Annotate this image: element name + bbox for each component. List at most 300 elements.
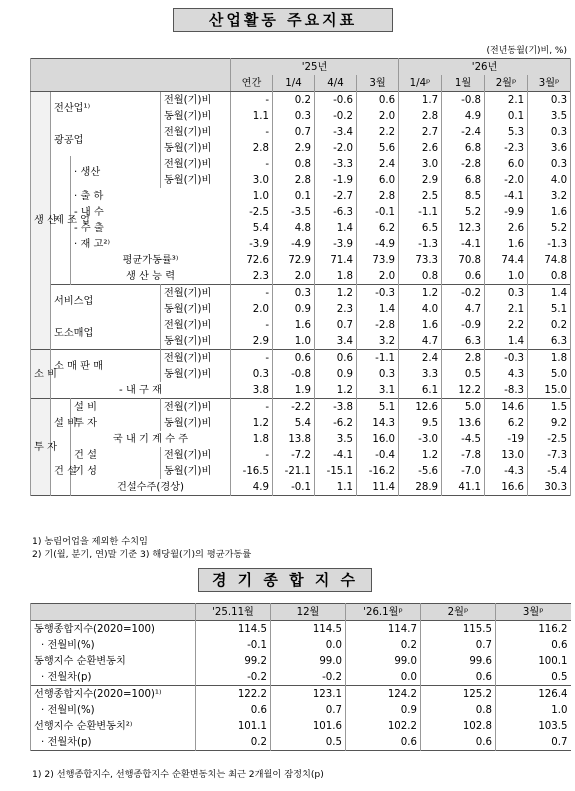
cell-value: 9.2	[528, 415, 571, 431]
table-row	[31, 718, 571, 734]
cell-value: 4.3	[485, 366, 528, 382]
row-label: 건설수주(경상)	[71, 479, 231, 496]
table-row	[31, 415, 571, 431]
cell-value: 99.0	[346, 653, 421, 669]
cell-value: 0.3	[231, 366, 273, 382]
cell-value: 0.5	[496, 669, 571, 686]
cell-value: -19	[485, 431, 528, 447]
cell-value: -1.3	[399, 236, 442, 252]
cell-value: -6.2	[315, 415, 357, 431]
cell-value: 2.6	[485, 220, 528, 236]
cell-value: 1.6	[528, 204, 571, 220]
cell-value: -	[231, 317, 273, 333]
consumption-group: 소 비	[31, 350, 51, 399]
cell-value: 1.6	[273, 317, 315, 333]
col-header: 연간	[231, 75, 273, 92]
cell-value: -3.0	[399, 431, 442, 447]
cell-value: 102.8	[421, 718, 496, 734]
cell-value: 74.4	[485, 252, 528, 268]
row-label: 소 매 판 매	[51, 350, 161, 383]
header-row-1	[31, 59, 571, 76]
cell-value: -1.9	[315, 172, 357, 188]
cell-value: -4.9	[273, 236, 315, 252]
table-row	[31, 702, 571, 718]
cell-value: 4.9	[231, 479, 273, 496]
table-row	[31, 188, 571, 204]
cell-value: 8.5	[442, 188, 485, 204]
cell-value: 13.0	[485, 447, 528, 463]
row-label: · 전월차(p)	[31, 669, 196, 686]
cell-value: -3.9	[231, 236, 273, 252]
cell-value: 2.0	[357, 268, 399, 285]
investment-group: 투 자	[31, 399, 51, 496]
cell-value: 2.8	[273, 172, 315, 188]
cell-value: 6.3	[528, 333, 571, 350]
row-sub-label: 전월(기)비	[161, 447, 231, 463]
table-row	[31, 285, 571, 302]
cell-value: 3.2	[528, 188, 571, 204]
cell-value: 0.7	[273, 124, 315, 140]
cell-value: 0.2	[528, 317, 571, 333]
cell-value: 115.5	[421, 621, 496, 638]
cell-value: -2.5	[231, 204, 273, 220]
cell-value: 73.9	[357, 252, 399, 268]
cell-value: 0.6	[273, 350, 315, 367]
cell-value: 5.2	[528, 220, 571, 236]
cell-value: 0.6	[421, 734, 496, 751]
cell-value: 0.6	[196, 702, 271, 718]
row-label: · 전월비(%)	[31, 702, 196, 718]
cell-value: 0.8	[528, 268, 571, 285]
row-label: · 전월차(p)	[31, 734, 196, 751]
cell-value: -4.1	[485, 188, 528, 204]
construction-group: 건 설	[51, 447, 71, 496]
row-label: - 내 구 재	[51, 382, 231, 399]
cell-value: -3.8	[315, 399, 357, 416]
col-header: 3월ᵖ	[496, 604, 571, 621]
row-sub-label: 동월(기)비	[161, 172, 231, 188]
cell-value: 1.2	[315, 382, 357, 399]
cell-value: -21.1	[273, 463, 315, 479]
cell-value: -16.2	[357, 463, 399, 479]
cell-value: -2.0	[485, 172, 528, 188]
manufacturing-group: 제 조 업	[51, 156, 71, 285]
cell-value: 12.2	[442, 382, 485, 399]
row-sub-label: 동월(기)비	[161, 366, 231, 382]
table-row	[31, 382, 571, 399]
cell-value: 2.4	[357, 156, 399, 172]
cell-value: -0.3	[357, 285, 399, 302]
cell-value: 0.9	[315, 366, 357, 382]
table-row	[31, 734, 571, 751]
year-25-header: '25년	[231, 59, 399, 76]
cell-value: -1.1	[357, 350, 399, 367]
cell-value: 15.0	[528, 382, 571, 399]
cell-value: 116.2	[496, 621, 571, 638]
cell-value: 0.3	[528, 92, 571, 109]
cell-value: 1.0	[485, 268, 528, 285]
table-row	[31, 479, 571, 496]
row-label: · 출 하	[71, 188, 231, 204]
cell-value: 6.2	[357, 220, 399, 236]
cell-value: 5.6	[357, 140, 399, 156]
cell-value: 4.7	[399, 333, 442, 350]
row-sub-label: 전월(기)비	[161, 285, 231, 302]
cell-value: 14.6	[485, 399, 528, 416]
cell-value: 99.0	[271, 653, 346, 669]
cell-value: 0.6	[442, 268, 485, 285]
cell-value: -15.1	[315, 463, 357, 479]
cell-value: 124.2	[346, 686, 421, 703]
cell-value: 6.2	[485, 415, 528, 431]
cell-value: 1.4	[315, 220, 357, 236]
cell-value: 0.6	[496, 637, 571, 653]
cell-value: 1.6	[399, 317, 442, 333]
section-title: 경 기 종 합 지 수	[198, 568, 372, 592]
table-row	[31, 686, 571, 703]
cell-value: 1.4	[357, 301, 399, 317]
cell-value: 1.4	[485, 333, 528, 350]
cell-value: 1.8	[528, 350, 571, 367]
row-label: 서비스업	[51, 285, 161, 318]
cell-value: 14.3	[357, 415, 399, 431]
cell-value: 101.6	[271, 718, 346, 734]
cell-value: 114.5	[271, 621, 346, 638]
cell-value: 0.5	[442, 366, 485, 382]
cell-value: 4.7	[442, 301, 485, 317]
row-sub-label: 전월(기)비	[161, 350, 231, 367]
note-3: 1) 2) 선행종합지수, 선행종합지수 순환변동치는 최근 2개월이 잠정치(p)	[32, 769, 324, 780]
cell-value: 2.8	[357, 188, 399, 204]
table-row	[31, 621, 571, 638]
cell-value: 6.5	[399, 220, 442, 236]
cell-value: 1.2	[399, 285, 442, 302]
cell-value: 5.3	[485, 124, 528, 140]
cell-value: 1.6	[485, 236, 528, 252]
cell-value: 1.7	[399, 92, 442, 109]
cell-value: 5.4	[231, 220, 273, 236]
cell-value: -4.1	[315, 447, 357, 463]
table-row	[31, 431, 571, 447]
cell-value: 1.2	[231, 415, 273, 431]
cell-value: 1.8	[315, 268, 357, 285]
table-row	[31, 124, 571, 140]
cell-value: 4.0	[528, 172, 571, 188]
row-label: 생 산 능 력	[71, 268, 231, 285]
cell-value: 0.2	[196, 734, 271, 751]
cell-value: 0.3	[528, 124, 571, 140]
cell-value: 0.6	[357, 92, 399, 109]
table-row	[31, 637, 571, 653]
cell-value: 12.3	[442, 220, 485, 236]
cell-value: 3.5	[528, 108, 571, 124]
cell-value: 72.9	[273, 252, 315, 268]
table-row	[31, 236, 571, 252]
cell-value: 72.6	[231, 252, 273, 268]
row-sub-label: 전월(기)비	[161, 317, 231, 333]
cell-value: 3.0	[399, 156, 442, 172]
cell-value: -3.4	[315, 124, 357, 140]
table-row	[31, 92, 571, 109]
cell-value: -0.9	[442, 317, 485, 333]
table-row	[31, 252, 571, 268]
cell-value: 11.4	[357, 479, 399, 496]
note-1: 1) 농림어업을 제외한 수치임	[32, 536, 148, 547]
cell-value: -0.2	[196, 669, 271, 686]
cell-value: 2.0	[231, 301, 273, 317]
table-row	[31, 653, 571, 669]
cell-value: -0.8	[442, 92, 485, 109]
cell-value: 0.3	[273, 285, 315, 302]
cell-value: 1.9	[273, 382, 315, 399]
cell-value: -	[231, 156, 273, 172]
cell-value: 2.8	[231, 140, 273, 156]
cell-value: -0.2	[315, 108, 357, 124]
cell-value: 5.2	[442, 204, 485, 220]
cell-value: 2.1	[485, 92, 528, 109]
cell-value: -5.6	[399, 463, 442, 479]
cell-value: 114.7	[346, 621, 421, 638]
table-row	[31, 463, 571, 479]
cell-value: 5.0	[528, 366, 571, 382]
cell-value: 3.8	[231, 382, 273, 399]
unit-label: (전년동월(기)비, %)	[486, 46, 567, 56]
cell-value: -6.3	[315, 204, 357, 220]
cell-value: 0.6	[346, 734, 421, 751]
cell-value: 6.8	[442, 172, 485, 188]
cell-value: 1.2	[399, 447, 442, 463]
cell-value: -2.8	[442, 156, 485, 172]
cell-value: -3.5	[273, 204, 315, 220]
col-header: 2월ᵖ	[421, 604, 496, 621]
cell-value: 0.5	[271, 734, 346, 751]
cell-value: 3.6	[528, 140, 571, 156]
cell-value: 0.3	[273, 108, 315, 124]
row-sub-label: 동월(기)비	[161, 463, 231, 479]
cell-value: 6.1	[399, 382, 442, 399]
row-label: 동행지수 순환변동치	[31, 653, 196, 669]
cell-value: 1.1	[231, 108, 273, 124]
row-sub-label: 동월(기)비	[161, 301, 231, 317]
cell-value: 0.3	[485, 285, 528, 302]
cell-value: -0.1	[196, 637, 271, 653]
row-label: 평균가동률³⁾	[71, 252, 231, 268]
cell-value: 0.2	[273, 92, 315, 109]
cell-value: 2.9	[231, 333, 273, 350]
cell-value: 126.4	[496, 686, 571, 703]
cell-value: -8.3	[485, 382, 528, 399]
cell-value: 16.0	[357, 431, 399, 447]
cell-value: 0.6	[315, 350, 357, 367]
cell-value: 2.1	[485, 301, 528, 317]
cell-value: -2.4	[442, 124, 485, 140]
cell-value: 114.5	[196, 621, 271, 638]
row-label: 광공업	[51, 124, 161, 156]
cell-value: -0.1	[357, 204, 399, 220]
cell-value: 6.0	[485, 156, 528, 172]
cell-value: 0.2	[346, 637, 421, 653]
row-sub-label: 동월(기)비	[161, 415, 231, 431]
cell-value: -	[231, 350, 273, 367]
cell-value: -0.6	[315, 92, 357, 109]
row-label: - 내 수	[71, 204, 231, 220]
cell-value: 0.8	[399, 268, 442, 285]
cell-value: 6.0	[357, 172, 399, 188]
row-label: 기 성	[71, 463, 161, 479]
cell-value: 1.1	[315, 479, 357, 496]
cell-value: 0.7	[421, 637, 496, 653]
cell-value: -	[231, 124, 273, 140]
cell-value: 4.8	[273, 220, 315, 236]
col-header: 4/4	[315, 75, 357, 92]
cell-value: 3.1	[357, 382, 399, 399]
cell-value: 102.2	[346, 718, 421, 734]
cell-value: -0.8	[273, 366, 315, 382]
cell-value: 1.2	[315, 285, 357, 302]
cell-value: 0.3	[528, 156, 571, 172]
cell-value: -0.3	[485, 350, 528, 367]
cell-value: -3.9	[315, 236, 357, 252]
col-header: 3월	[357, 75, 399, 92]
note-2: 2) 기(월, 분기, 연)말 기준 3) 해당월(기)의 평균가동률	[32, 549, 252, 560]
cell-value: -7.3	[528, 447, 571, 463]
col-header: 2월ᵖ	[485, 75, 528, 92]
table-row	[31, 204, 571, 220]
cell-value: 2.0	[273, 268, 315, 285]
cell-value: 70.8	[442, 252, 485, 268]
cell-value: -5.4	[528, 463, 571, 479]
cell-value: 0.7	[315, 317, 357, 333]
cell-value: 0.0	[271, 637, 346, 653]
cell-value: 13.8	[273, 431, 315, 447]
row-label: · 생산	[71, 156, 161, 188]
cell-value: 2.2	[357, 124, 399, 140]
row-sub-label: 동월(기)비	[161, 140, 231, 156]
cell-value: -	[231, 399, 273, 416]
cell-value: -2.7	[315, 188, 357, 204]
cell-value: 74.8	[528, 252, 571, 268]
row-label: 동행종합지수(2020=100)	[31, 621, 196, 638]
cell-value: 0.9	[346, 702, 421, 718]
cell-value: 1.0	[496, 702, 571, 718]
cell-value: -0.2	[442, 285, 485, 302]
cell-value: -2.2	[273, 399, 315, 416]
row-label: 국 내 기 계 수 주	[71, 431, 231, 447]
cell-value: 41.1	[442, 479, 485, 496]
cell-value: -9.9	[485, 204, 528, 220]
table-row	[31, 447, 571, 463]
cell-value: 1.0	[273, 333, 315, 350]
table-row	[31, 156, 571, 172]
col-header: 3월ᵖ	[528, 75, 571, 92]
cell-value: 12.6	[399, 399, 442, 416]
cell-value: 0.8	[273, 156, 315, 172]
cell-value: 5.0	[442, 399, 485, 416]
cell-value: -4.9	[357, 236, 399, 252]
cell-value: -1.3	[528, 236, 571, 252]
cell-value: 99.6	[421, 653, 496, 669]
row-sub-label: 전월(기)비	[161, 92, 231, 109]
composite-index-table	[30, 603, 571, 751]
table-row	[31, 317, 571, 333]
cell-value: 2.3	[315, 301, 357, 317]
cell-value: 101.1	[196, 718, 271, 734]
cell-value: 0.1	[273, 188, 315, 204]
cell-value: -1.1	[399, 204, 442, 220]
cell-value: 99.2	[196, 653, 271, 669]
row-sub-label: 동월(기)비	[161, 108, 231, 124]
cell-value: 2.2	[485, 317, 528, 333]
row-label: 도소매업	[51, 317, 161, 350]
cell-value: 2.8	[399, 108, 442, 124]
cell-value: 6.8	[442, 140, 485, 156]
cell-value: 0.1	[485, 108, 528, 124]
cell-value: -3.3	[315, 156, 357, 172]
composite-header-row	[31, 604, 571, 621]
cell-value: 1.0	[231, 188, 273, 204]
row-label: · 재 고²⁾	[71, 236, 231, 252]
cell-value: -	[231, 92, 273, 109]
cell-value: 5.1	[357, 399, 399, 416]
cell-value: 123.1	[271, 686, 346, 703]
cell-value: -2.3	[485, 140, 528, 156]
cell-value: 30.3	[528, 479, 571, 496]
cell-value: -0.4	[357, 447, 399, 463]
cell-value: 0.6	[421, 669, 496, 686]
cell-value: 2.8	[442, 350, 485, 367]
cell-value: 4.0	[399, 301, 442, 317]
cell-value: -	[231, 447, 273, 463]
table-row	[31, 268, 571, 285]
cell-value: 122.2	[196, 686, 271, 703]
table-row	[31, 399, 571, 416]
col-header: 1/4	[273, 75, 315, 92]
cell-value: 103.5	[496, 718, 571, 734]
cell-value: 0.9	[273, 301, 315, 317]
cell-value: -0.1	[273, 479, 315, 496]
industrial-activity-table	[30, 58, 571, 496]
cell-value: 3.5	[315, 431, 357, 447]
cell-value: 5.1	[528, 301, 571, 317]
row-sub-label: 전월(기)비	[161, 124, 231, 140]
col-header: 1월	[442, 75, 485, 92]
cell-value: 2.7	[399, 124, 442, 140]
row-label: · 전월비(%)	[31, 637, 196, 653]
row-sub-label: 동월(기)비	[161, 333, 231, 350]
cell-value: 1.8	[231, 431, 273, 447]
cell-value: -7.2	[273, 447, 315, 463]
cell-value: 2.5	[399, 188, 442, 204]
row-label: 전산업¹⁾	[51, 92, 161, 125]
row-label: - 수 출	[71, 220, 231, 236]
cell-value: 0.0	[346, 669, 421, 686]
cell-value: -2.8	[357, 317, 399, 333]
col-header: '26.1월ᵖ	[346, 604, 421, 621]
cell-value: 28.9	[399, 479, 442, 496]
cell-value: -7.0	[442, 463, 485, 479]
table-row	[31, 669, 571, 686]
facility-group: 설 비	[51, 399, 71, 448]
cell-value: -7.8	[442, 447, 485, 463]
cell-value: 2.9	[399, 172, 442, 188]
cell-value: 0.3	[357, 366, 399, 382]
table-row	[31, 220, 571, 236]
cell-value: 0.8	[421, 702, 496, 718]
cell-value: -4.5	[442, 431, 485, 447]
row-label: 설 비	[71, 399, 161, 416]
cell-value: -4.3	[485, 463, 528, 479]
cell-value: 0.7	[496, 734, 571, 751]
